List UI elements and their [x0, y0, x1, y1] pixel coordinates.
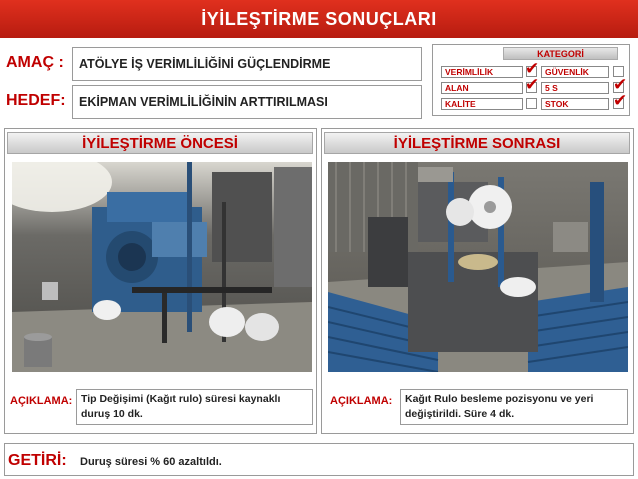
- before-desc-label: AÇIKLAMA:: [10, 395, 73, 407]
- kategori-panel: [432, 44, 630, 116]
- amac-value: ATÖLYE İŞ VERİMLİLİĞİNİ GÜÇLENDİRME: [72, 47, 422, 81]
- hedef-label: HEDEF:: [6, 92, 66, 109]
- kategori-item-verimlilik: VERİMLİLİK: [441, 66, 523, 78]
- kategori-item-5s: 5 S: [541, 82, 609, 94]
- before-desc: Tip Değişimi (Kağıt rulo) süresi kaynaklı duruş 10 dk.: [76, 389, 313, 425]
- kategori-title: KATEGORİ: [503, 47, 618, 60]
- check-icon: ✔: [613, 91, 628, 110]
- before-header: İYİLEŞTİRME ÖNCESİ: [7, 132, 313, 154]
- kategori-check-kalite[interactable]: [526, 98, 537, 109]
- after-header: İYİLEŞTİRME SONRASI: [324, 132, 630, 154]
- machine-after-image: [328, 162, 628, 372]
- check-icon: ✔: [525, 59, 540, 78]
- page-title: İYİLEŞTİRME SONUÇLARI: [0, 0, 638, 38]
- amac-label: AMAÇ :: [6, 54, 64, 71]
- kategori-item-kalite: KALİTE: [441, 98, 523, 110]
- kategori-item-guvenlik: GÜVENLİK: [541, 66, 609, 78]
- after-desc-label: AÇIKLAMA:: [330, 395, 393, 407]
- after-photo: [328, 162, 628, 372]
- getiri-label: GETİRİ:: [8, 452, 67, 469]
- check-icon: ✔: [613, 75, 628, 94]
- machine-before-image: [12, 162, 312, 372]
- kategori-item-stok: STOK: [541, 98, 609, 110]
- check-icon: ✔: [525, 75, 540, 94]
- after-desc: Kağıt Rulo besleme pozisyonu ve yeri değiştirildi. Süre 4 dk.: [400, 389, 628, 425]
- before-photo: [12, 162, 312, 372]
- getiri-value: Duruş süresi % 60 azaltıldı.: [80, 456, 222, 468]
- hedef-value: EKİPMAN VERİMLİLİĞİNİN ARTTIRILMASI: [72, 85, 422, 119]
- kategori-item-alan: ALAN: [441, 82, 523, 94]
